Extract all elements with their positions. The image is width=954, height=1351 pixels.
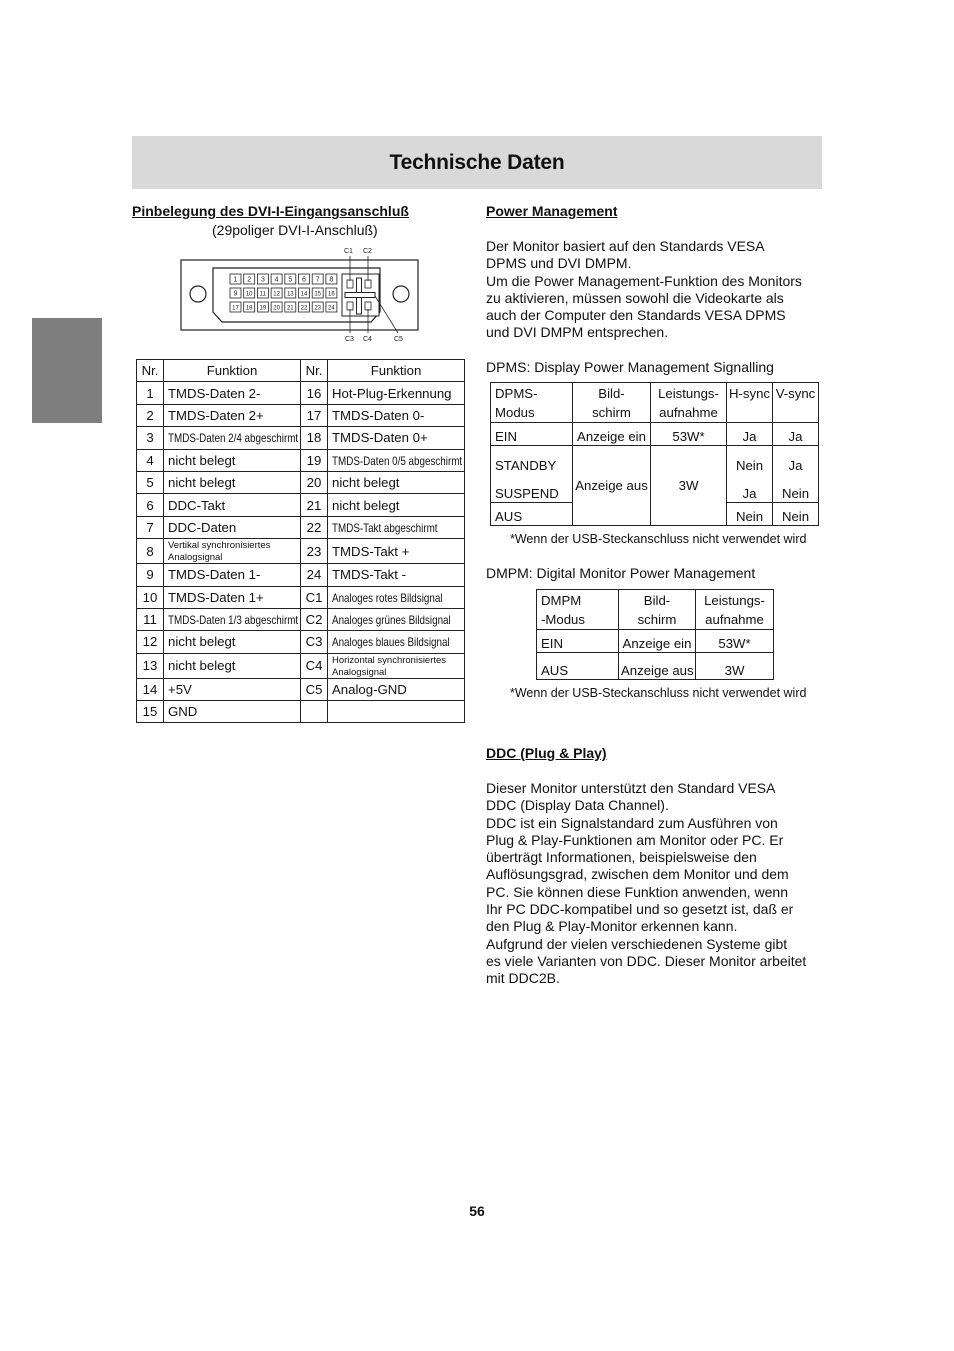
pin-number: 20 (301, 471, 328, 493)
header-nr-right: Nr. (301, 360, 328, 382)
pin-function (164, 382, 301, 404)
pin-function-text: Analoges blaues Bildsignal (332, 635, 450, 650)
dmpm-row-ein (537, 630, 774, 653)
pin-number: 21 (301, 494, 328, 516)
pin-label-23: 23 (314, 305, 322, 312)
pin-function (164, 516, 301, 538)
dpms-off-power: 3W (651, 446, 727, 526)
table-row (137, 608, 465, 630)
pin-number: 7 (137, 516, 164, 538)
pin-number: 5 (137, 471, 164, 493)
pin-function-text: DDC-Daten (168, 519, 237, 535)
table-row (137, 678, 465, 700)
page-number: 56 (469, 1203, 485, 1219)
pin-function (328, 678, 465, 700)
pin-number: C1 (301, 586, 328, 608)
dpms-ein-screen: Anzeige ein (573, 423, 651, 446)
pin-function-text: TMDS-Daten 2/4 abgeschirmt (168, 431, 299, 446)
pin-function (328, 653, 465, 678)
pin-function (328, 586, 465, 608)
dpms-ein-mode: EIN (491, 423, 573, 446)
table-row (137, 539, 465, 564)
pin-number: 2 (137, 404, 164, 426)
dmpm-aus-power: 3W (696, 653, 774, 680)
pin-function (328, 449, 465, 471)
pin-number: 4 (137, 449, 164, 471)
pin-number: 10 (137, 586, 164, 608)
dpms-off-screen: Anzeige aus (573, 446, 651, 526)
pin-function (164, 564, 301, 586)
pin-function (164, 631, 301, 653)
pin-function-text: Analoges grünes Bildsignal (332, 613, 451, 628)
pin-c1 (347, 280, 353, 288)
dpms-footnote: *Wenn der USB-Steckanschluss nicht verwendet wird (510, 532, 807, 546)
dmpm-table (536, 589, 774, 680)
table-row (137, 516, 465, 538)
dpms-standby-vsync: Ja (773, 446, 819, 475)
pin-function (328, 404, 465, 426)
pin-function (328, 471, 465, 493)
dpms-aus-mode: AUS (491, 503, 573, 526)
pin-function-text: TMDS-Daten 2+ (168, 407, 264, 423)
pin-number: 3 (137, 427, 164, 449)
pin-function-text: TMDS-Daten 0+ (332, 430, 428, 446)
dpms-aus-vsync: Nein (773, 503, 819, 526)
side-tab-marker (32, 318, 102, 423)
pin-function (328, 382, 465, 404)
pin-label-16: 16 (328, 291, 335, 298)
ddc-text: Dieser Monitor unterstützt den Standard VESA DDC (Display Data Channel). DDC ist ein Signalstandard zum Ausführen von Plug & Play-Funktionen am Monitor oder PC. Er überträgt Informationen, beispielsweise den Auflösungsgrad, zwischen dem Monitor und dem PC. Sie können diese Funktion anwenden, wenn Ihr PC DDC-kompatibel und so gesetzt ist, daß er den Plug & Play-Monitor erkennen kann. Aufgrund der vielen verschiedenen Systeme gibt es viele Varianten von DDC. Dieser Monitor arbeitet mit DDC2B. (486, 780, 807, 987)
pin-function (164, 449, 301, 471)
pin-number: C4 (301, 653, 328, 678)
table-row (137, 564, 465, 586)
dpms-ein-hsync: Ja (727, 423, 773, 446)
pin-function-text: nicht belegt (332, 497, 400, 513)
analog-cross-horizontal (345, 293, 375, 298)
dpms-header-row (491, 383, 819, 423)
pin-function (164, 471, 301, 493)
pin-label-13: 13 (286, 291, 294, 298)
pin-c2 (365, 280, 371, 288)
pin-function-text: Vertikal synchronisiertes Analogsignal (168, 540, 271, 564)
pin-function (328, 427, 465, 449)
pin-number: 12 (137, 631, 164, 653)
dpms-ein-power: 53W* (651, 423, 727, 446)
dpms-header-screen: Bild- schirm (573, 383, 651, 423)
dmpm-row-aus (537, 653, 774, 680)
table-row (137, 471, 465, 493)
pin-function-text: Analoges rotes Bildsignal (332, 590, 443, 605)
pin-label-4: 4 (274, 276, 279, 284)
dpms-row-standby (491, 446, 819, 475)
pin-function (328, 701, 465, 723)
pin-number: 6 (137, 494, 164, 516)
dmpm-header-screen: Bild- schirm (619, 590, 696, 630)
mounting-hole-right (393, 286, 409, 302)
dpms-header-vsync: V-sync (773, 383, 819, 423)
pin-function-text: TMDS-Daten 0- (332, 407, 425, 423)
header-nr-left: Nr. (137, 360, 164, 382)
pin-function (328, 516, 465, 538)
pinout-heading: Pinbelegung des DVI-I-Eingangsanschluß (132, 203, 409, 219)
pin-function-text: nicht belegt (168, 452, 236, 468)
pin-label-10: 10 (245, 291, 253, 298)
pin-function (328, 539, 465, 564)
pin-function-text: +5V (168, 681, 192, 697)
dpms-standby-hsync: Nein (727, 446, 773, 475)
pin-function-text: TMDS-Daten 1- (168, 567, 261, 583)
label-c3: C3 (345, 336, 354, 343)
pin-function-text: TMDS-Daten 2- (168, 385, 261, 401)
pin-function (164, 427, 301, 449)
pin-function (164, 539, 301, 564)
pin-table-header (137, 360, 465, 382)
pin-label-3: 3 (260, 276, 265, 284)
label-c2: C2 (363, 248, 372, 255)
pin-function (164, 653, 301, 678)
pin-label-2: 2 (247, 276, 252, 284)
pin-label-19: 19 (259, 305, 267, 312)
pin-function-text: GND (168, 704, 198, 720)
pin-function-text: nicht belegt (168, 475, 236, 491)
pin-number: 16 (301, 382, 328, 404)
pin-number: C5 (301, 678, 328, 700)
pin-function-text: Analog-GND (332, 681, 407, 697)
dmpm-header-mode: DMPM -Modus (537, 590, 619, 630)
table-row (137, 494, 465, 516)
pin-function-text: TMDS-Takt - (332, 567, 406, 583)
pin-number: C2 (301, 608, 328, 630)
label-c1: C1 (344, 248, 353, 255)
dpms-ein-vsync: Ja (773, 423, 819, 446)
pin-function (164, 586, 301, 608)
pin-label-17: 17 (232, 305, 239, 312)
pin-label-15: 15 (314, 291, 322, 298)
pin-function-text: TMDS-Takt abgeschirmt (332, 520, 438, 535)
mounting-hole-left (190, 286, 206, 302)
pin-function (164, 701, 301, 723)
pin-label-8: 8 (329, 276, 334, 284)
pin-label-7: 7 (315, 276, 320, 284)
pin-number: 17 (301, 404, 328, 426)
table-row (137, 404, 465, 426)
dpms-standby-mode: STANDBY (491, 446, 573, 475)
header-funktion-left: Funktion (164, 360, 301, 382)
pin-function (164, 608, 301, 630)
pin-number: 18 (301, 427, 328, 449)
dpms-table (490, 382, 819, 526)
pin-function (328, 608, 465, 630)
pin-number: 23 (301, 539, 328, 564)
dpms-aus-hsync: Nein (727, 503, 773, 526)
dmpm-header-power: Leistungs- aufnahme (696, 590, 774, 630)
header-funktion-right: Funktion (328, 360, 465, 382)
pin-label-1: 1 (233, 276, 238, 284)
pin-label-18: 18 (245, 305, 253, 312)
pin-label-5: 5 (288, 276, 293, 284)
pin-function-text: DDC-Takt (168, 497, 226, 513)
pin-label-21: 21 (286, 305, 294, 312)
pinout-subheading: (29poliger DVI-I-Anschluß) (212, 222, 378, 238)
table-row (137, 449, 465, 471)
dmpm-aus-screen: Anzeige aus (619, 653, 696, 680)
pin-label-20: 20 (273, 305, 280, 312)
pin-number: C3 (301, 631, 328, 653)
pin-assignment-table (136, 359, 465, 723)
pin-function-text: Horizontal synchronisiertes Analogsignal (332, 654, 447, 678)
pin-label-6: 6 (302, 276, 306, 284)
pin-number: 15 (137, 701, 164, 723)
ddc-heading: DDC (Plug & Play) (486, 745, 607, 761)
table-row (137, 631, 465, 653)
pin-function-text: nicht belegt (168, 634, 236, 650)
dpms-header-mode: DPMS- Modus (491, 383, 573, 423)
table-row (137, 701, 465, 723)
page-title: Technische Daten (132, 136, 822, 189)
dpms-caption: DPMS: Display Power Management Signalling (486, 359, 774, 375)
label-c5: C5 (394, 336, 403, 343)
dpms-header-hsync: H-sync (727, 383, 773, 423)
dmpm-ein-mode: EIN (537, 630, 619, 653)
pin-number: 24 (301, 564, 328, 586)
pin-c4 (365, 302, 371, 310)
dpms-suspend-mode: SUSPEND (491, 474, 573, 503)
dmpm-caption: DMPM: Digital Monitor Power Management (486, 565, 756, 581)
pin-number: 13 (137, 653, 164, 678)
dmpm-aus-mode: AUS (537, 653, 619, 680)
pin-function (328, 631, 465, 653)
power-heading: Power Management (486, 203, 618, 219)
pin-label-9: 9 (233, 290, 238, 298)
pin-c3 (347, 302, 353, 310)
dpms-suspend-hsync: Ja (727, 474, 773, 503)
dmpm-ein-screen: Anzeige ein (619, 630, 696, 653)
dmpm-header-row (537, 590, 774, 630)
pin-function-text: nicht belegt (168, 658, 236, 674)
dpms-row-ein (491, 423, 819, 446)
pin-function-text: nicht belegt (332, 475, 400, 491)
pin-label-22: 22 (300, 305, 308, 312)
pin-number: 22 (301, 516, 328, 538)
label-c4: C4 (363, 336, 372, 343)
pin-number: 8 (137, 539, 164, 564)
pin-label-24: 24 (328, 305, 335, 312)
table-row (137, 382, 465, 404)
pin-function (328, 494, 465, 516)
pin-label-11: 11 (259, 291, 267, 298)
pin-label-12: 12 (273, 291, 280, 298)
power-intro: Der Monitor basiert auf den Standards VESA DPMS und DVI DMPM. Um die Power Management-Funktion des Monitors zu aktivieren, müssen sowohl die Videokarte als auch der Computer den Standards VESA DPMS und DVI DMPM entsprechen. (486, 238, 802, 341)
dmpm-footnote: *Wenn der USB-Steckanschluss nicht verwendet wird (510, 686, 807, 700)
pin-function-text: TMDS-Daten 1/3 abgeschirmt (168, 613, 299, 628)
pin-number: 19 (301, 449, 328, 471)
pin-number: 1 (137, 382, 164, 404)
pin-function-text: TMDS-Takt + (332, 543, 410, 559)
pin-number (301, 701, 328, 723)
dvi-connector-diagram (176, 243, 426, 345)
pin-number: 9 (137, 564, 164, 586)
analog-pin-block (342, 274, 379, 316)
pin-function (164, 494, 301, 516)
pin-number: 11 (137, 608, 164, 630)
table-row (137, 427, 465, 449)
pin-function-text: TMDS-Daten 0/5 abgeschirmt (332, 453, 463, 468)
dmpm-ein-power: 53W* (696, 630, 774, 653)
table-row (137, 586, 465, 608)
pin-function (328, 564, 465, 586)
pin-label-14: 14 (300, 291, 308, 298)
pin-number: 14 (137, 678, 164, 700)
pin-function-text: Hot-Plug-Erkennung (332, 385, 452, 401)
dpms-suspend-vsync: Nein (773, 474, 819, 503)
pin-function (164, 678, 301, 700)
pin-function-text: TMDS-Daten 1+ (168, 589, 264, 605)
table-row (137, 653, 465, 678)
pin-function (164, 404, 301, 426)
dpms-header-power: Leistungs- aufnahme (651, 383, 727, 423)
